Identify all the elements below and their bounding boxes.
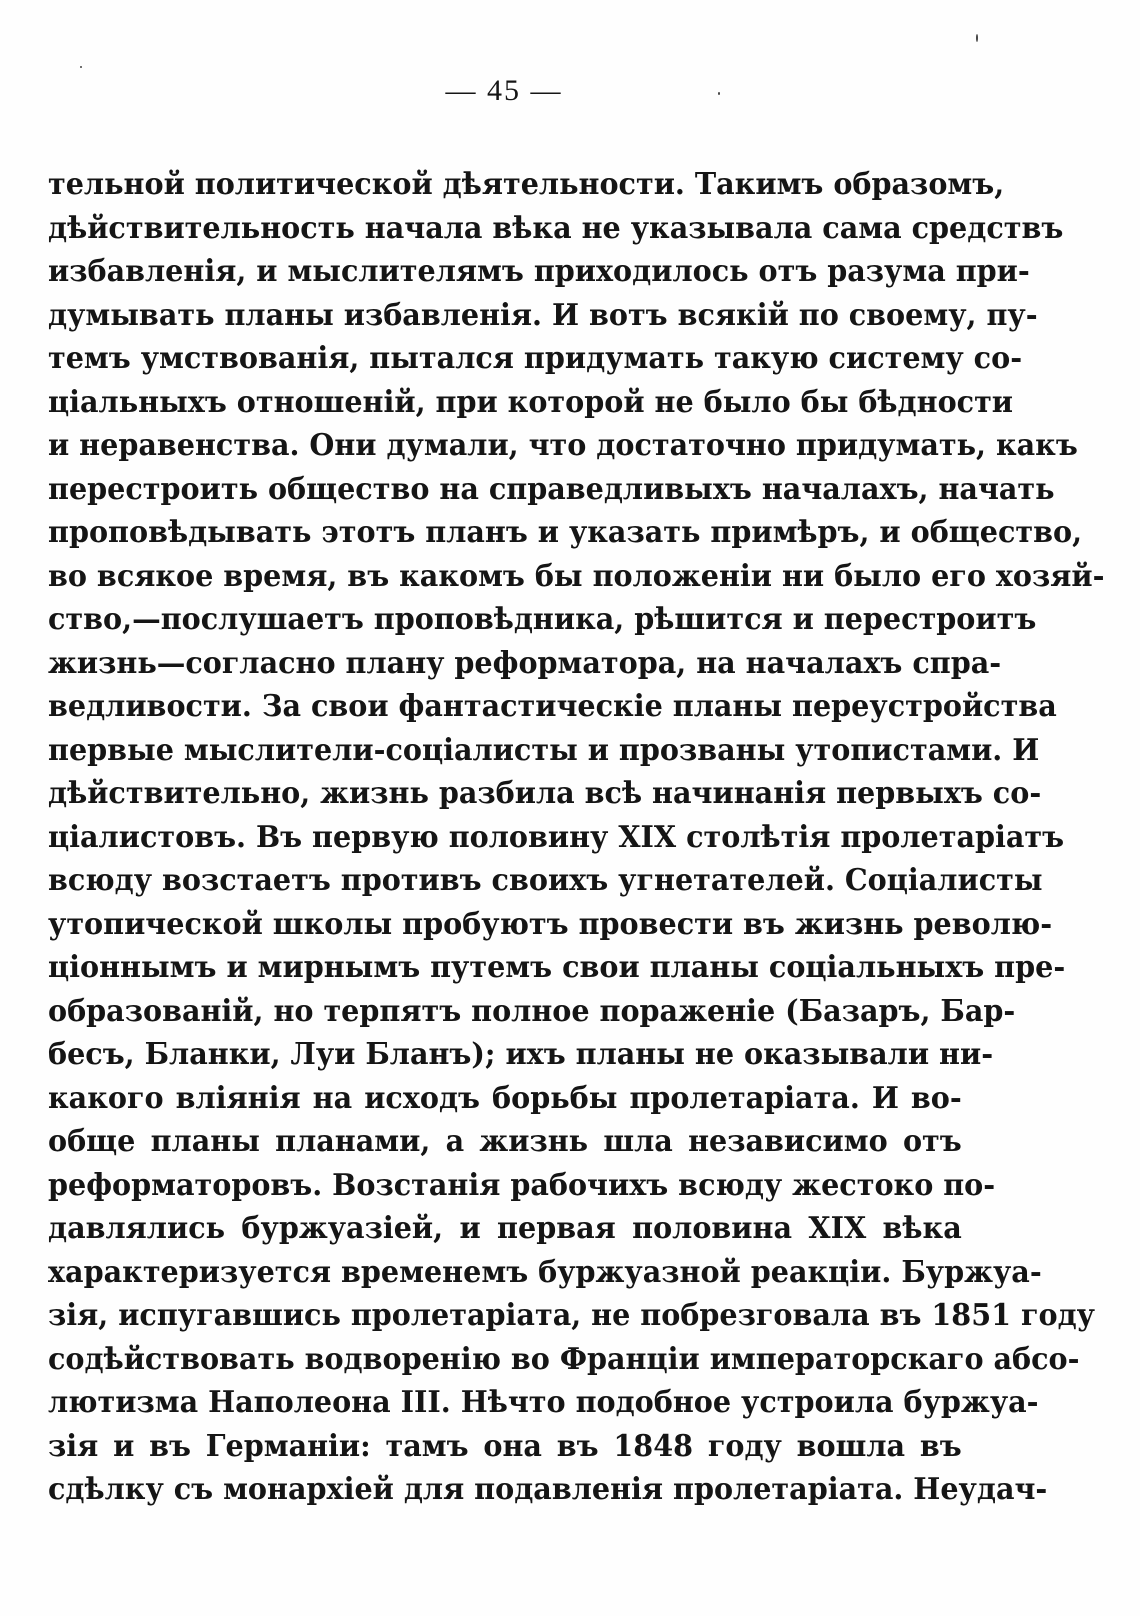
- text-line: какого вліянія на исходъ борьбы пролетаріата. И во-: [48, 1079, 962, 1115]
- text-line: характеризуется временемъ буржуазной реакціи. Буржуа-: [48, 1253, 1042, 1289]
- text-line: избавленія, и мыслителямъ приходилось отъ разума при-: [48, 253, 1030, 288]
- text-line: жизнь—согласно плану реформатора, на началахъ спра-: [48, 644, 1002, 680]
- text-line: и неравенства. Они думали, что достаточно придумать, какъ: [48, 427, 1078, 462]
- text-line: реформаторовъ. Возстанія рабочихъ всюду жестоко по-: [48, 1166, 996, 1202]
- text-line: ведливости. За свои фантастическіе планы переустройства: [48, 688, 1057, 723]
- text-line: зія и въ Германіи: тамъ она въ 1848 году вошла въ: [48, 1427, 962, 1463]
- scan-speck: [80, 66, 82, 68]
- text-line: дѣйствительность начала вѣка не указывала сама средствъ: [48, 209, 1064, 245]
- text-line: первые мыслители-соціалисты и прозваны утопистами. И: [48, 731, 1040, 767]
- body-text: [48, 162, 1105, 1511]
- text-line: ціалистовъ. Въ первую половину XIX столѣтія пролетаріатъ: [48, 818, 1065, 854]
- text-line: ціоннымъ и мирнымъ путемъ свои планы соціальныхъ пре-: [48, 949, 1066, 984]
- text-line: давлялись буржуазіей, и первая половина XIX вѣка: [48, 1210, 962, 1245]
- text-line: ціальныхъ отношеній, при которой не было бы бѣдности: [48, 383, 1014, 419]
- text-line: тельной политической дѣятельности. Такимъ образомъ,: [48, 166, 1005, 201]
- text-line: утопической школы пробуютъ провести въ жизнь револю-: [48, 905, 1053, 941]
- text-line: образованій, но терпятъ полное пораженіе (Базаръ, Бар-: [48, 992, 1016, 1028]
- text-line: бесъ, Бланки, Луи Бланъ); ихъ планы не оказывали ни-: [48, 1036, 994, 1071]
- text-line: зія, испугавшись пролетаріата, не побрезговала въ 1851 году: [48, 1297, 1095, 1332]
- text-line: ство,—послушаетъ проповѣдника, рѣшится и перестроитъ: [48, 601, 1037, 636]
- text-line: обще планы планами, а жизнь шла независимо отъ: [48, 1123, 962, 1158]
- text-line: думывать планы избавленія. И вотъ всякій по своему, пу-: [48, 296, 1038, 332]
- text-line: содѣйствовать водворенію во Франціи императорскаго абсо-: [48, 1340, 1080, 1376]
- text-line: во всякое время, въ какомъ бы положеніи ни было его хозяй-: [48, 557, 1105, 593]
- text-line: всюду возстаетъ противъ своихъ угнетателей. Соціалисты: [48, 862, 1043, 897]
- scan-speck: [718, 92, 720, 95]
- scan-speck: [976, 34, 978, 42]
- text-line: проповѣдывать этотъ планъ и указать примѣръ, и общество,: [48, 514, 1083, 549]
- text-line: темъ умствованія, пытался придумать такую систему со-: [48, 340, 1023, 375]
- text-line: лютизма Наполеона III. Нѣчто подобное устроила буржуа-: [48, 1384, 1039, 1419]
- page-number: — 45 —: [445, 74, 563, 107]
- text-line: дѣйствительно, жизнь разбила всѣ начинанія первыхъ со-: [48, 775, 1042, 810]
- text-line: перестроить общество на справедливыхъ началахъ, начать: [48, 470, 1055, 506]
- text-line: сдѣлку съ монархіей для подавленія пролетаріата. Неудач-: [48, 1471, 1048, 1506]
